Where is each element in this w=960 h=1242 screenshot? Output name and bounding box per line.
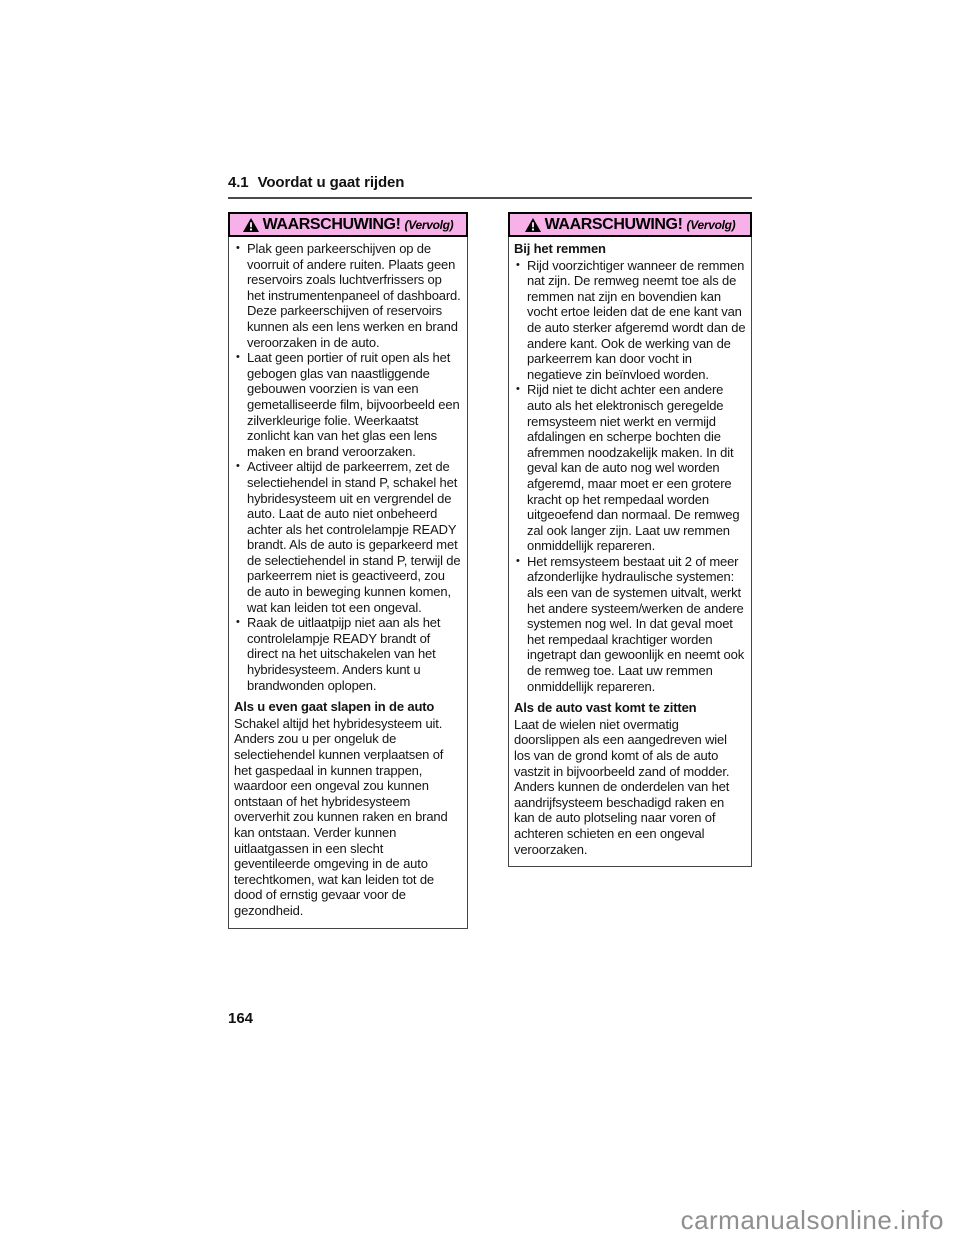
watermark: carmanualsonline.info [680,1205,944,1235]
sub-heading: Als u even gaat slapen in de auto [234,699,435,715]
warning-suffix: (Vervolg) [686,217,736,232]
sub-heading: Bij het remmen [514,241,606,256]
warning-box-right [508,212,752,867]
bullet-list [234,241,462,693]
warning-columns [228,212,752,929]
bullet-item: • Rijd voorzichtiger wanneer de remmen nat zijn. De remweg neemt toe als de remmen nat zijn en bovendien kan vocht ertoe leiden dat de ene kant van de auto sterker afgeremd wordt dan de andere kant. Ook de werking van de parkeerrem kan door vocht in negatieve zin beïnvloed worden. [514,258,746,383]
bullet-item: • Rijd niet te dicht achter een andere auto als het elektronisch geregelde remsysteem niet werkt en vermijd afdalingen en scherpe bochten die afremmen noodzakelijk maken. In dit geval kan de auto nog wel worden afgeremd, maar moet er een grotere kracht op het rempedaal worden uitgeoefend dan normaal. De remweg zal ook langer zijn. Laat uw remmen onmiddellijk repareren. [514,382,746,554]
bullet-list [514,258,746,695]
paragraph: Schakel altijd het hybridesysteem uit. Anders zou u per ongeluk de selectiehendel kunnen verplaatsen of het gaspedaal in kunnen trappen, waardoor een ongeval zou kunnen ontstaan of het hybridesysteem oververhit zou kunnen raken en brand kan ontstaan. Verder kunnen uitlaatgassen in een slecht geventileerde omgeving in de auto terechtkomen, wat kan leiden tot de dood of ernstig gevaar voor de gezondheid. [234,715,448,918]
warning-body [508,237,752,867]
section-title-line [228,174,752,191]
bullet-item: • Het remsysteem bestaat uit 2 of meer afzonderlijke hydraulische systemen: als een van de systemen uitvalt, werkt het andere systeem/werken de andere systemen nog wel. In dat geval moet het rempedaal krachtiger worden ingetrapt dan gewoonlijk en neemt ook de remweg toe. Laat uw remmen onmiddellijk repareren. [514,554,746,694]
warning-suffix: (Vervolg) [404,217,454,232]
bullet-item: • Plak geen parkeerschijven op de voorruit of andere ruiten. Plaats geen reservoirs zoals luchtverfrissers op het instrumentenpaneel of dashboard. Deze parkeerschijven of reservoirs kunnen als een lens werken en brand veroorzaken in de auto. [234,241,462,350]
paragraph: Laat de wielen niet overmatig doorslippen als een aangedreven wiel los van de grond komt of als de auto vastzit in bijvoorbeeld zand of modder. Anders kunnen de onderdelen van het aandrijfsysteem beschadigd raken en kan de auto plotseling naar voren of achteren schieten en een ongeval veroorzaken. [514,716,730,857]
bullet-item: • Activeer altijd de parkeerrem, zet de selectiehendel in stand P, schakel het hybridesysteem uit en vergrendel de auto. Laat de auto niet onbeheerd achter als het controlelampje READY brandt. Als de auto is geparkeerd met de selectiehendel in stand P, terwijl de parkeerrem niet is geactiveerd, zou de auto in beweging kunnen komen, wat kan leiden tot een ongeval. [234,459,462,615]
warning-title: WAARSCHUWING! [262,215,401,233]
warning-header [228,212,468,237]
header-rule [228,197,752,199]
section-number: 4.1 [228,174,249,191]
section-title: Voordat u gaat rijden [257,174,405,191]
bullet-item: • Raak de uitlaatpijp niet aan als het controlelampje READY brandt of direct na het uitschakelen van het hybridesysteem. Anders kunt u brandwonden oplopen. [234,615,462,693]
warning-triangle-icon [525,218,541,232]
bullet-item: • Laat geen portier of ruit open als het gebogen glas van naastliggende gebouwen voorzien is van een gemetalliseerde film, bijvoorbeeld een zilverkleurige folie. Weerkaatst zonlicht kan van het glas een lens maken en brand veroorzaken. [234,350,462,459]
section-header [228,174,752,199]
warning-header [508,212,752,237]
page-number: 164 [228,1010,254,1027]
warning-box-left [228,212,468,929]
sub-heading: Als de auto vast komt te zitten [514,700,697,716]
warning-body [228,237,468,929]
page-content [228,174,752,929]
warning-triangle-icon [243,218,259,232]
warning-title: WAARSCHUWING! [544,215,683,233]
